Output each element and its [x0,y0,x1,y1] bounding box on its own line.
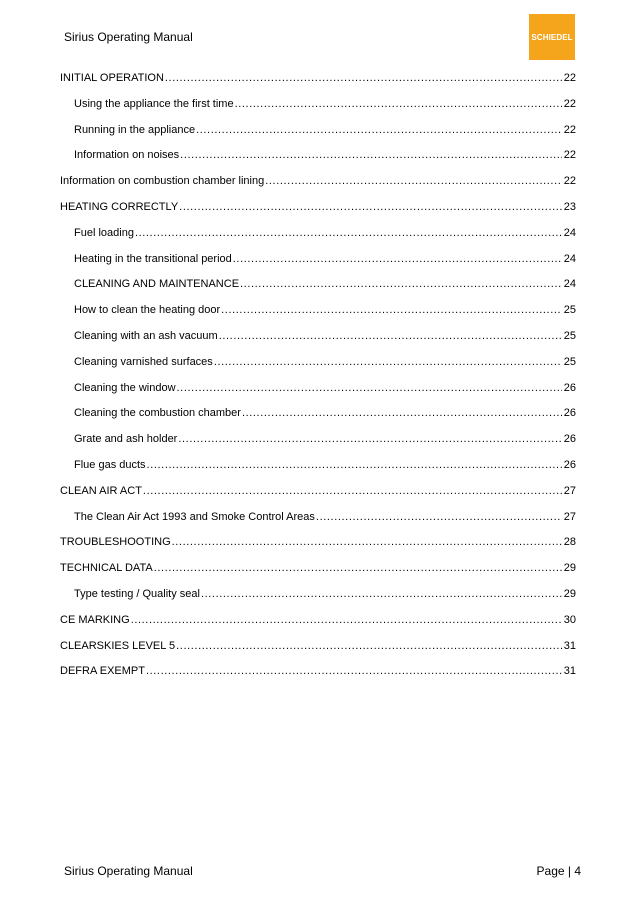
toc-entry-title: CE MARKING [60,613,130,626]
toc-dot-leader [221,304,562,316]
toc-entry[interactable] [60,124,576,150]
toc-dot-leader [235,98,562,110]
toc-entry[interactable] [60,382,576,408]
page-number: Page | 4 [536,864,581,878]
toc-entry-title: Cleaning with an ash vacuum [74,329,218,342]
toc-dot-leader [176,640,562,652]
toc-entry-page: 30 [563,613,576,626]
header-title: Sirius Operating Manual [64,30,193,44]
toc-entry[interactable] [60,175,576,201]
toc-dot-leader [178,433,561,445]
toc-dot-leader [177,382,562,394]
toc-entry-page: 29 [563,562,576,575]
toc-entry-page: 26 [563,407,576,420]
toc-dot-leader [146,665,562,677]
toc-entry-page: 29 [563,587,576,600]
toc-entry-title: Information on combustion chamber lining [60,175,265,188]
toc-entry[interactable] [60,278,576,304]
schiedel-logo [529,14,575,60]
toc-entry-title: Information on noises [74,149,180,162]
toc-entry-title: Cleaning varnished surfaces [74,355,213,368]
toc-entry[interactable] [60,665,576,691]
toc-entry-title: Cleaning the combustion chamber [74,407,241,420]
footer-title: Sirius Operating Manual [64,864,193,878]
toc-entry[interactable] [60,253,576,279]
toc-entry[interactable] [60,201,576,227]
toc-entry-page: 26 [563,458,576,471]
toc-dot-leader [265,175,562,187]
logo-text: SCHIEDEL [531,32,573,42]
toc-entry-title: TECHNICAL DATA [60,562,153,575]
toc-entry[interactable] [60,562,576,588]
toc-entry-page: 25 [563,355,576,368]
toc-entry[interactable] [60,98,576,124]
toc-entry-page: 25 [563,329,576,342]
toc-entry-page: 24 [563,226,576,239]
toc-entry-title: Using the appliance the first time [74,97,234,110]
toc-entry[interactable] [60,72,576,98]
toc-entry-title: The Clean Air Act 1993 and Smoke Control Areas [74,510,315,523]
toc-entry-page: 22 [563,97,576,110]
toc-entry-page: 23 [563,200,576,213]
toc-dot-leader [147,459,562,471]
toc-entry-title: CLEARSKIES LEVEL 5 [60,639,176,652]
toc-entry-page: 24 [563,278,576,291]
toc-entry[interactable] [60,356,576,382]
toc-dot-leader [135,227,562,239]
toc-dot-leader [233,253,562,265]
toc-entry-title: DEFRA EXEMPT [60,665,145,678]
toc-entry-page: 25 [563,304,576,317]
toc-entry-title: Heating in the transitional period [74,252,232,265]
toc-dot-leader [154,562,562,574]
toc-entry-title: How to clean the heating door [74,304,221,317]
toc-dot-leader [180,149,562,161]
table-of-contents [60,72,576,691]
toc-dot-leader [172,536,562,548]
toc-dot-leader [219,330,562,342]
toc-entry-page: 26 [563,381,576,394]
toc-entry-title: Cleaning the window [74,381,176,394]
toc-entry[interactable] [60,485,576,511]
toc-dot-leader [242,407,562,419]
toc-entry-page: 24 [563,252,576,265]
toc-entry[interactable] [60,304,576,330]
toc-entry-title: Running in the appliance [74,123,196,136]
toc-entry[interactable] [60,614,576,640]
toc-entry-page: 22 [563,149,576,162]
toc-entry-title: INITIAL OPERATION [60,72,164,84]
toc-dot-leader [179,201,562,213]
toc-entry[interactable] [60,330,576,356]
toc-entry-title: Fuel loading [74,226,134,239]
toc-dot-leader [316,511,562,523]
toc-entry[interactable] [60,459,576,485]
toc-entry-title: TROUBLESHOOTING [60,536,171,549]
toc-entry[interactable] [60,511,576,537]
toc-entry-title: Grate and ash holder [74,433,178,446]
toc-entry-page: 31 [563,665,576,678]
toc-dot-leader [131,614,562,626]
toc-entry-page: 27 [563,484,576,497]
toc-entry-page: 27 [563,510,576,523]
toc-entry-page: 22 [563,175,576,188]
toc-entry-title: CLEANING AND MAINTENANCE [74,278,240,291]
toc-entry-title: HEATING CORRECTLY [60,200,179,213]
toc-entry-title: CLEAN AIR ACT [60,484,142,497]
toc-dot-leader [201,588,562,600]
toc-entry[interactable] [60,536,576,562]
toc-entry-title: Type testing / Quality seal [74,587,200,600]
toc-entry[interactable] [60,433,576,459]
toc-entry-page: 31 [563,639,576,652]
toc-entry[interactable] [60,640,576,666]
toc-entry-page: 22 [563,123,576,136]
toc-entry-page: 26 [563,433,576,446]
toc-entry-page: 28 [563,536,576,549]
toc-entry[interactable] [60,588,576,614]
toc-dot-leader [196,124,562,136]
toc-entry[interactable] [60,149,576,175]
toc-dot-leader [165,72,562,84]
toc-dot-leader [240,278,562,290]
toc-dot-leader [214,356,562,368]
toc-dot-leader [143,485,562,497]
toc-entry-title: Flue gas ducts [74,458,146,471]
toc-entry[interactable] [60,407,576,433]
toc-entry[interactable] [60,227,576,253]
toc-entry-page: 22 [563,72,576,84]
